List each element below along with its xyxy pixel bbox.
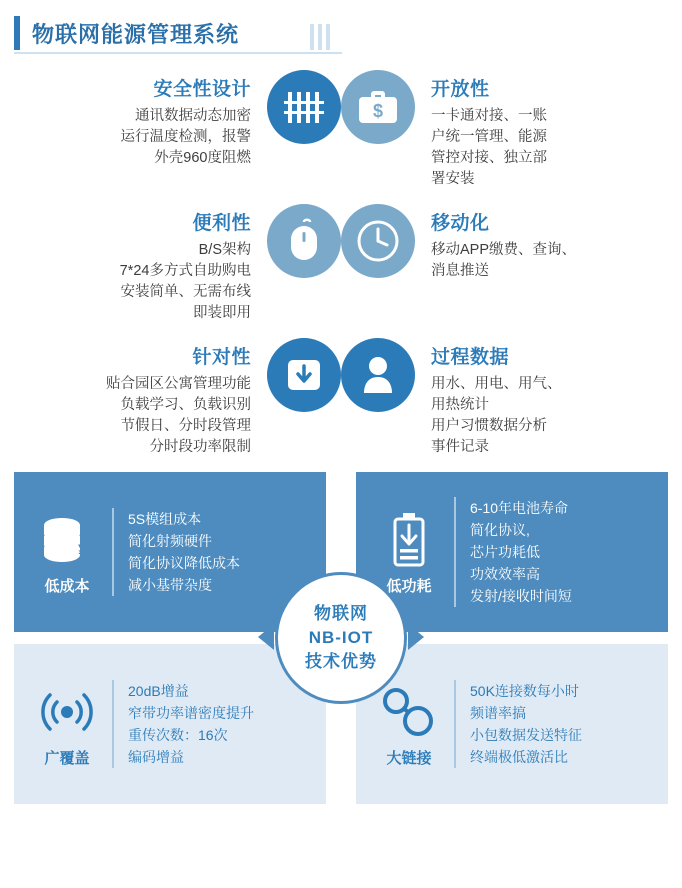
feature-row [10, 338, 672, 458]
feature-line: 贴合园区公寓管理功能 [106, 376, 251, 392]
nodes-link-icon [380, 681, 438, 743]
quadrant-list [454, 680, 582, 768]
nbiot-quadrant-wide-coverage[interactable] [14, 644, 326, 804]
feature-line: 用户习惯数据分析 [431, 418, 547, 434]
feature-text [121, 70, 252, 169]
quadrant-list [112, 508, 240, 596]
arrow-right-bottom [408, 658, 424, 684]
nbiot-quadrant-massive-connections[interactable] [356, 644, 668, 804]
quadrant-icon-block [370, 509, 448, 596]
nbiot-advantages-panel [0, 472, 682, 822]
feature-line: 消息推送 [431, 263, 489, 279]
feature-line: 外壳960度阻燃 [154, 150, 251, 166]
list-item: 重传次数：16次 [128, 727, 228, 743]
arrow-left-top [258, 624, 274, 650]
svg-text:¥: ¥ [78, 540, 88, 560]
list-item: 50K连接数每小时 [470, 683, 579, 699]
feature-title: 过程数据 [431, 347, 510, 368]
list-item: 简化协议, [470, 522, 530, 538]
feature-line: 事件记录 [431, 439, 489, 455]
feature-title: 开放性 [431, 79, 490, 100]
feature-grid [0, 64, 682, 458]
fuse-icon [267, 70, 341, 144]
feature-line: 移动APP缴费、查询、 [431, 242, 577, 258]
feature-line: 节假日、分时段管理 [120, 418, 251, 434]
quadrant-list [454, 497, 572, 607]
quadrant-label: 低功耗 [386, 577, 432, 595]
feature-line: 署安装 [431, 171, 475, 187]
briefcase-dollar-icon [341, 70, 415, 144]
list-item: 发射/接收时间短 [470, 588, 572, 604]
feature-line: 用水、用电、用气、 [431, 376, 562, 392]
quadrant-icon-block [370, 681, 448, 768]
list-item: 频谱率搞 [470, 705, 526, 721]
feature-line: 7*24多方式自助购电 [119, 263, 251, 279]
header-stripes-decoration [310, 24, 330, 50]
feature-line: 一卡通对接、一账 [431, 108, 547, 124]
quadrant-icon-block [28, 681, 106, 768]
quadrant-label: 广覆盖 [44, 749, 90, 767]
list-item: 简化射频硬件 [128, 533, 212, 549]
feature-title: 针对性 [192, 347, 251, 368]
list-item: 功效效率高 [470, 566, 540, 582]
list-item: 窄带功率谱密度提升 [128, 705, 254, 721]
feature-title: 移动化 [431, 213, 490, 234]
header-divider [14, 52, 342, 54]
nbiot-quadrant-low-power[interactable] [356, 472, 668, 632]
feature-line: 运行温度检测，报警 [120, 129, 251, 145]
list-item: 减小基带杂度 [128, 577, 212, 593]
user-icon [341, 338, 415, 412]
feature-title: 安全性设计 [153, 79, 251, 100]
clock-icon [341, 204, 415, 278]
feature-text [120, 204, 251, 324]
nbiot-hub [275, 572, 407, 704]
quadrant-list [112, 680, 254, 768]
feature-line: 分时段功率限制 [149, 439, 251, 455]
feature-text [431, 70, 547, 190]
feature-item-process-data[interactable] [341, 338, 672, 458]
arrow-right-top [408, 624, 424, 650]
list-item: 编码增益 [128, 749, 184, 765]
header-accent-bar [14, 16, 20, 50]
feature-line: B/S架构 [198, 242, 251, 258]
quadrant-label: 大链接 [386, 749, 432, 767]
list-item: 5S模组成本 [128, 511, 202, 527]
feature-item-openness[interactable] [341, 70, 672, 190]
coins-yuan-icon [38, 509, 96, 571]
feature-line: 负载学习、负载识别 [120, 397, 251, 413]
feature-title: 便利性 [192, 213, 251, 234]
feature-item-security[interactable] [10, 70, 341, 169]
hub-line-2: NB-IOT [308, 628, 374, 647]
mouse-icon [267, 204, 341, 278]
list-item: 20dB增益 [128, 683, 189, 699]
battery-icon [387, 509, 431, 571]
feature-item-convenience[interactable] [10, 204, 341, 324]
feature-text [431, 338, 562, 458]
download-box-icon [267, 338, 341, 412]
quadrant-label: 低成本 [44, 577, 90, 595]
arrow-left-bottom [258, 658, 274, 684]
list-item: 芯片功耗低 [470, 544, 540, 560]
hub-line-3: 技术优势 [305, 652, 377, 671]
list-item: 6-10年电池寿命 [470, 500, 569, 516]
page-header [0, 8, 682, 58]
feature-item-mobile[interactable] [341, 204, 672, 282]
quadrant-icon-block [28, 509, 106, 596]
svg-text:$: $ [372, 101, 384, 121]
nbiot-quadrant-low-cost[interactable] [14, 472, 326, 632]
feature-item-targeted[interactable] [10, 338, 341, 458]
feature-text [106, 338, 251, 458]
feature-line: 通讯数据动态加密 [135, 108, 251, 124]
list-item: 简化协议降低成本 [128, 555, 240, 571]
feature-line: 用热统计 [431, 397, 489, 413]
feature-line: 即装即用 [193, 305, 251, 321]
feature-row [10, 70, 672, 190]
list-item: 小包数据发送特征 [470, 727, 582, 743]
feature-text [431, 204, 576, 282]
feature-row [10, 204, 672, 324]
feature-line: 管控对接、独立部 [431, 150, 547, 166]
hub-line-1: 物联网 [314, 604, 368, 623]
feature-line: 安装简单、无需布线 [120, 284, 251, 300]
list-item: 终端极低激活比 [470, 749, 568, 765]
page-title: 物联网能源管理系统 [32, 21, 240, 47]
signal-tower-icon [39, 681, 95, 743]
feature-line: 户统一管理、能源 [431, 129, 547, 145]
